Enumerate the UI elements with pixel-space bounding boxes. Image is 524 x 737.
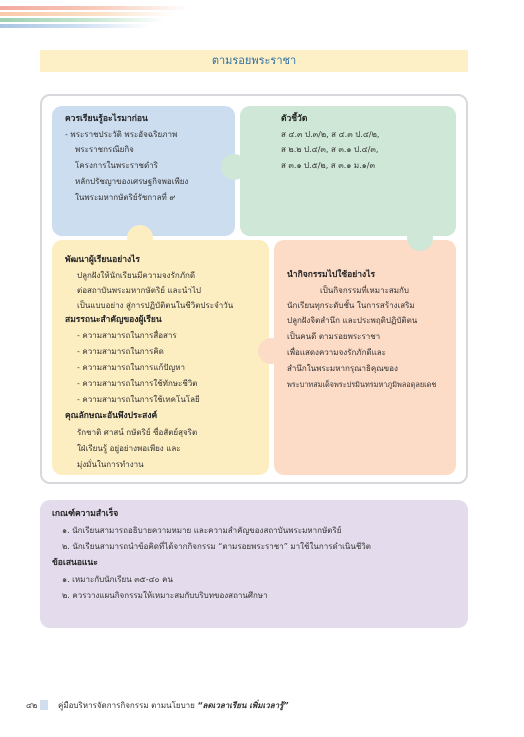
- application-line: เป็นกิจกรรมที่เหมาะสมกับ: [320, 286, 409, 295]
- suggestions-heading: ข้อเสนอแนะ: [52, 558, 98, 568]
- puzzle-knob: [407, 225, 433, 251]
- application-line: สำนึกในพระมหากรุณาธิคุณของ: [287, 364, 398, 373]
- develop-line: เป็นแบบอย่าง สู่การปฏิบัติตนในชีวิตประจำวัน: [77, 301, 234, 310]
- application-line: นักเรียนทุกระดับชั้น ในการสร้างเสริม: [287, 301, 415, 310]
- trait-line: ใฝ่เรียนรู้ อยู่อย่างพอเพียง และ: [77, 444, 181, 453]
- competency-item: - ความสามารถในการใช้เทคโนโลยี: [77, 395, 200, 404]
- success-item: ๒. นักเรียนสามารถนำข้อคิดที่ได้จากกิจกรรม “ตามรอยพระราชา” มาใช้ในการดำเนินชีวิต: [62, 542, 371, 551]
- decorative-stripes: [0, 6, 200, 32]
- prior-knowledge-line: โครงการในพระราชดำริ: [75, 161, 158, 170]
- trait-line: รักชาติ ศาสน์ กษัตริย์ ซื่อสัตย์สุจริต: [77, 428, 198, 437]
- traits-heading: คุณลักษณะอันพึงประสงค์: [65, 411, 158, 421]
- prior-knowledge-line: หลักปรัชญาของเศรษฐกิจพอเพียง: [75, 177, 189, 186]
- indicator-line: ส ๔.๓ ป.๓/๒, ส ๔.๓ ป.๔/๒,: [281, 130, 380, 139]
- develop-line: ปลูกฝังให้นักเรียนมีความจงรักภักดี: [77, 271, 196, 280]
- page-number: ๔๒: [26, 701, 38, 710]
- indicator-line: ส ๒.๒ ป.๔/๓, ส ๓.๑ ป.๔/๓,: [281, 145, 379, 154]
- prior-knowledge-line: พระราชกรณียกิจ: [75, 145, 134, 154]
- prior-knowledge-line: ในพระมหากษัตริย์รัชกาลที่ ๙: [75, 193, 176, 202]
- competency-heading: สมรรถนะสำคัญของผู้เรียน: [65, 315, 162, 325]
- page-title: ตามรอยพระราชา: [40, 50, 468, 72]
- prior-knowledge-line: - พระราชประวัติ พระอัจฉริยภาพ: [65, 130, 178, 139]
- develop-heading: พัฒนาผู้เรียนอย่างไร: [65, 255, 140, 265]
- success-item: ๑. นักเรียนสามารถอธิบายความหมาย และความสำคัญของสถาบันพระมหากษัตริย์: [62, 526, 342, 535]
- competency-item: - ความสามารถในการสื่อสาร: [77, 331, 177, 340]
- indicators-heading: ตัวชี้วัด: [281, 114, 308, 124]
- indicator-line: ส ๓.๑ ป.๕/๒, ส ๓.๑ ม.๑/๓: [281, 161, 375, 170]
- puzzle-knob: [127, 225, 153, 251]
- competency-item: - ความสามารถในการใช้ทักษะชีวิต: [77, 379, 198, 388]
- success-heading: เกณฑ์ความสำเร็จ: [52, 509, 119, 519]
- application-line: พระบาทสมเด็จพระปรมินทรมหาภูมิพลอดุลยเดช: [287, 380, 437, 389]
- application-line: เป็นคนดี ตามรอยพระราชา: [287, 332, 381, 341]
- application-line: เพื่อแสดงความจงรักภักดีและ: [287, 348, 386, 357]
- footer-divider: [40, 700, 48, 710]
- application-line: ปลูกฝังจิตสำนึก และประพฤติปฏิบัติตน: [287, 316, 418, 325]
- puzzle-knob: [221, 154, 247, 180]
- suggestion-item: ๑. เหมาะกับนักเรียน ๓๕-๔๐ คน: [62, 575, 173, 584]
- develop-line: ต่อสถาบันพระมหากษัตริย์ และนำไป: [77, 286, 201, 295]
- competency-item: - ความสามารถในการคิด: [77, 347, 164, 356]
- suggestion-item: ๒. ควรวางแผนกิจกรรมให้เหมาะสมกับบริบทของสถานศึกษา: [62, 591, 268, 600]
- puzzle-knob: [258, 338, 284, 364]
- application-heading: นำกิจกรรมไปใช้อย่างไร: [287, 270, 376, 280]
- prior-knowledge-heading: ควรเรียนรู้อะไรมาก่อน: [65, 114, 148, 124]
- footer-text: [58, 700, 289, 712]
- footer-prefix: คู่มือบริหารจัดการกิจกรรม ตามนโยบาย: [58, 701, 195, 710]
- trait-line: มุ่งมั่นในการทำงาน: [77, 460, 144, 469]
- competency-item: - ความสามารถในการแก้ปัญหา: [77, 363, 185, 372]
- footer-emphasis: “ลดเวลาเรียน เพิ่มเวลารู้”: [197, 701, 289, 710]
